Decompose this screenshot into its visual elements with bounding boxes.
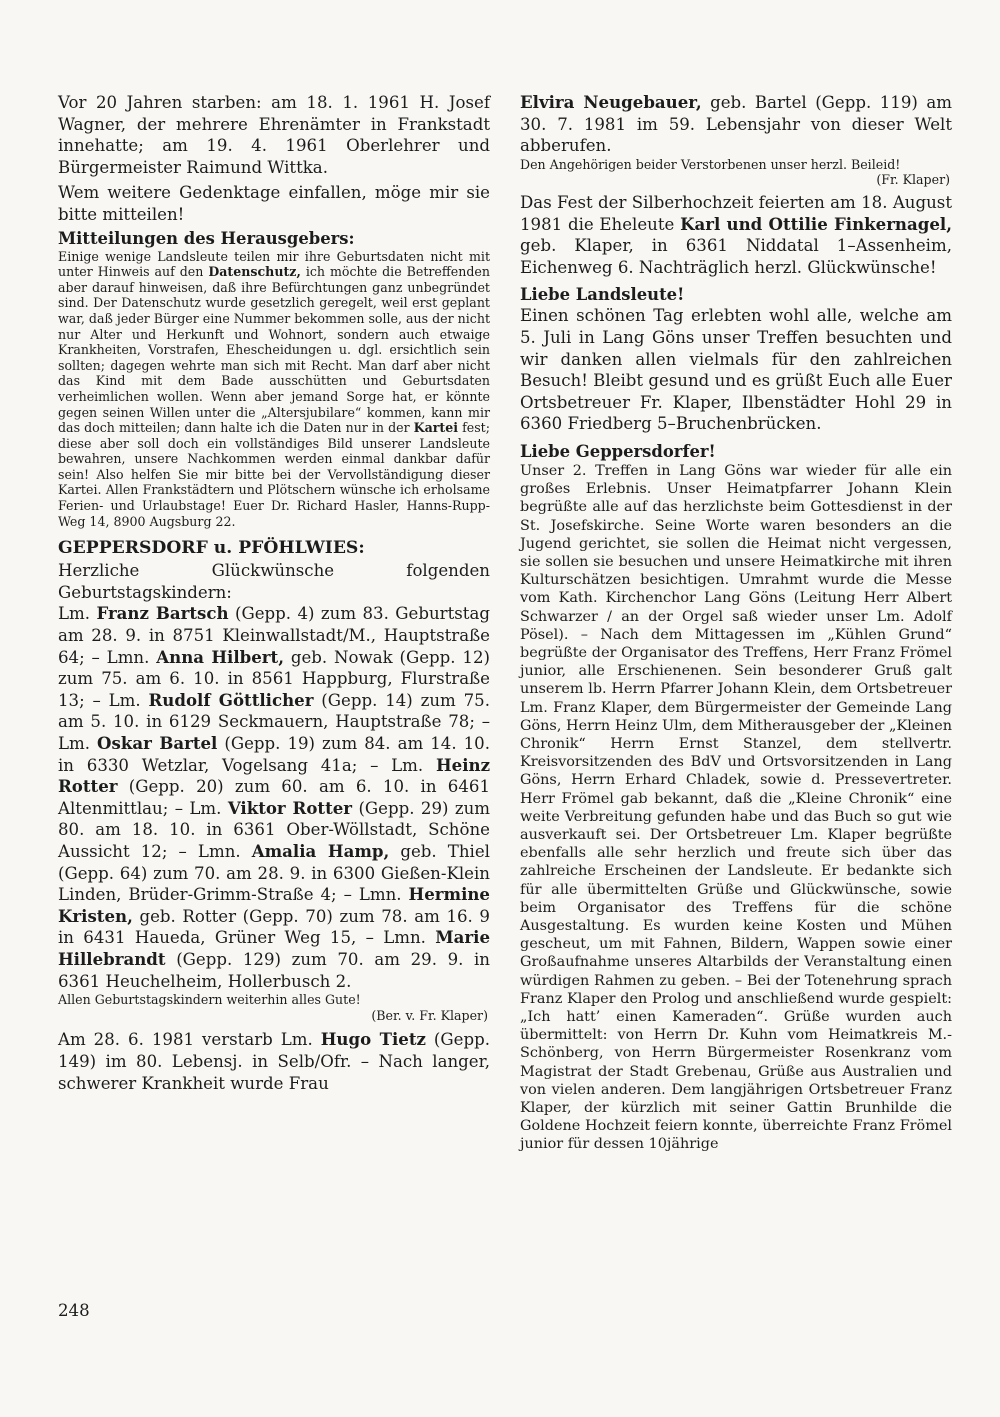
publisher-paragraph: Einige wenige Landsleute teilen mir ihre Geburtsdaten nicht mit unter Hinweis auf den Datenschutz, ich möchte die Betreffenden aber darauf hinweisen, daß ihre Befürchtungen ganz unbegründet sind. Der Datenschutz wurde gesetzlich geregelt, weil erst geplant war, daß jeder Bürger eine Nummer bekommen solle, aus der nicht nur Alter und Herkunft und Wohnort, sondern auch etwaige Krankheiten, Vorstrafen, Ehescheidungen u. dgl. ersichtlich sein sollten; dagegen wehrte man sich mit Recht. Man darf aber nicht das Kind mit dem Bade ausschütten und Geburtsdaten verheimlichen wollen. Wenn aber jemand Sorge hat, er könnte gegen seinen Willen unter die „Altersjubilare“ kommen, kann mir das doch mitteilen; dann halte ich die Daten nur in der Kartei fest; diese aber soll doch ein vollständiges Bild unserer Landsleute bewahren, unsere Nachkommen werden einmal dankbar dafür sein! Also helfen Sie mir bitte bei der Vervollständigung dieser Kartei. Allen Frankstädtern und Plötschern wünsche ich erholsame Ferien- und Urlaubstage! Euer Dr. Richard Hasler, Hanns-Rupp-Weg 14, 8900 Augsburg 22. xyxy=(58,248,490,529)
request-paragraph: Wem weitere Gedenktage einfallen, möge mir sie bitte mitteilen! xyxy=(58,183,490,224)
left-column xyxy=(58,92,490,1094)
memorial-paragraph: Vor 20 Jahren starben: am 18. 1. 1961 H. Josef Wagner, der mehrere Ehrenämter in Frankstadt innehatte; am 19. 4. 1961 Oberlehrer und Bürgermeister Raimund Wittka. xyxy=(58,93,490,177)
condolence-text: Den Angehörigen beider Verstorbenen unser herzl. Beileid! xyxy=(520,156,901,172)
landsleute-heading: Liebe Landsleute! xyxy=(520,285,685,305)
page-number: 248 xyxy=(58,1301,90,1320)
silver-wedding-paragraph: Das Fest der Silberhochzeit feierten am 18. August 1981 die Eheleute Karl und Ottilie Finkernagel, geb. Klaper, in 6361 Niddatal 1–Assenheim, Eichenweg 6. Nachträglich herzl. Glückwünsche! xyxy=(520,192,952,277)
geppersdorfer-heading: Liebe Geppersdorfer! xyxy=(520,441,716,461)
right-column xyxy=(520,92,952,1154)
landsleute-paragraph: Einen schönen Tag erlebten wohl alle, welche am 5. Juli in Lang Göns unser Treffen besuchten und wir danken allen vielmals für den zahlreichen Besuch! Bleibt gesund und es grüßt Euch alle Euer Ortsbetreuer Fr. Klaper, Ilbenstädter Hohl 29 in 6360 Friedberg 5–Bruchenbrücken. xyxy=(520,306,952,434)
meeting-report-paragraph: Unser 2. Treffen in Lang Göns war wieder für alle ein großes Erlebnis. Unser Heimatpfarrer Johann Klein begrüßte alle auf das herzlichste beim Gottesdienst in der St. Josefskirche. Seine Worte waren besonders an die Jugend gerichtet, sie sollen die Heimat nicht vergessen, sie sollen sie besuchen und unsere Heimatkirche mit ihren Kulturschätzen besichtigen. Umrahmt wurde die Messe vom Kath. Kirchenchor Lang Göns (Leitung Herr Albert Schwarzer / an der Orgel saß wieder unser Lm. Adolf Pösel). – Nach dem Mittagessen im „Kühlen Grund“ begrüßte der Organisator des Treffens, Herr Franz Frömel junior, alle Erschienenen. Sein besonderer Gruß galt unserem lb. Herrn Pfarrer Johann Klein, dem Ortsbetreuer Lm. Franz Klaper, dem Bürgermeister der Gemeinde Lang Göns, Herrn Heinz Ulm, dem Mitherausgeber der „Kleinen Chronik“ Herrn Ernst Stanzel, dem stellvertr. Kreisvorsitzenden des BdV und Ortsvorsitzenden in Lang Göns, Herrn Erhard Chladek, sowie d. Pressevertreter. Herr Frömel gab bekannt, daß die „Kleine Chronik“ eine weite Verbreitung gefunden habe und das Buch so gut wie ausverkauft sei. Der Ortsbetreuer Lm. Klaper begrüßte ebenfalls alle sehr herzlich und freute sich über das zahlreiche Erscheinen der Landsleute. Er bedankte sich für alle übermittelten Grüße und Glückwünsche, sowie beim Organisator des Treffens für die schöne Ausgestaltung. Es wurden keine Kosten und Mühen gescheut, um mit Fahnen, Bildern, Wappen sowie einer Großaufnahme unseres Altarbilds der Veranstaltung einen würdigen Rahmen zu geben. – Bei der Totenehrung sprach Franz Klaper den Prolog und anschließend wurde gespielt: „Ich hatt’ einen Kameraden“. Grüße wurden auch übermittelt: von Herrn Dr. Kuhn vom Heimatkreis M.-Schönberg, von Herrn Bürgermeister Rosenkranz vom Magistrat der Stadt Grebenau, Grüße aus Australien und von vielen anderen. Dem langjährigen Ortsbetreuer Franz Klaper, der kürzlich mit seiner Gattin Brunhilde die Goldene Hochzeit feiern konnte, überreichte Franz Frömel junior für dessen 10jährige xyxy=(520,462,952,1153)
geppersdorf-heading: GEPPERSDORF u. PFÖHLWIES: xyxy=(58,538,365,559)
birthday-wish: Allen Geburtstagskindern weiterhin alles Gute! xyxy=(58,992,361,1008)
condolence-signature: (Fr. Klaper) xyxy=(876,172,950,188)
birthday-list-paragraph: Lm. Franz Bartsch (Gepp. 4) zum 83. Geburtstag am 28. 9. in 8751 Kleinwallstadt/M., Hauptstraße 64; – Lmn. Anna Hilbert, geb. Nowak (Gepp. 12) zum 75. am 6. 10. in 8561 Happburg, Flurstraße 13; – Lm. Rudolf Göttlicher (Gepp. 14) zum 75. am 5. 10. in 6129 Seckmauern, Hauptstraße 78; – Lm. Oskar Bartel (Gepp. 19) zum 84. am 14. 10. in 6330 Wetzlar, Vogelsang 41a; – Lm. Heinz Rotter (Gepp. 20) zum 60. am 6. 10. in 6461 Altenmittlau; – Lm. Viktor Rotter (Gepp. 29) zum 80. am 18. 10. in 6361 Ober-Wöllstadt, Schöne Aussicht 12; – Lmn. Amalia Hamp, geb. Thiel (Gepp. 64) zum 70. am 28. 9. in 6300 Gießen-Klein Linden, Brüder-Grimm-Straße 4; – Lmn. Hermine Kristen, geb. Rotter (Gepp. 70) zum 78. am 16. 9 in 6431 Haueda, Grüner Weg 15, – Lmn. Marie Hillebrandt (Gepp. 129) zum 70. am 29. 9. in 6361 Heuchelheim, Hollerbusch 2. xyxy=(58,603,491,991)
obituary-paragraph: Am 28. 6. 1981 verstarb Lm. Hugo Tietz (Gepp. 149) im 80. Lebensj. in Selb/Ofr. – Nach langer, schwerer Krankheit wurde Frau xyxy=(58,1029,490,1093)
obituary-continued: Elvira Neugebauer, geb. Bartel (Gepp. 119) am 30. 7. 1981 im 59. Lebensjahr von dieser Welt abberufen. xyxy=(520,92,952,156)
publisher-heading: Mitteilungen des Herausgebers: xyxy=(58,228,355,248)
birthday-intro: Herzliche Glückwünsche folgenden Geburtstagskindern: xyxy=(58,561,490,602)
birthday-signature: (Ber. v. Fr. Klaper) xyxy=(371,1007,488,1023)
